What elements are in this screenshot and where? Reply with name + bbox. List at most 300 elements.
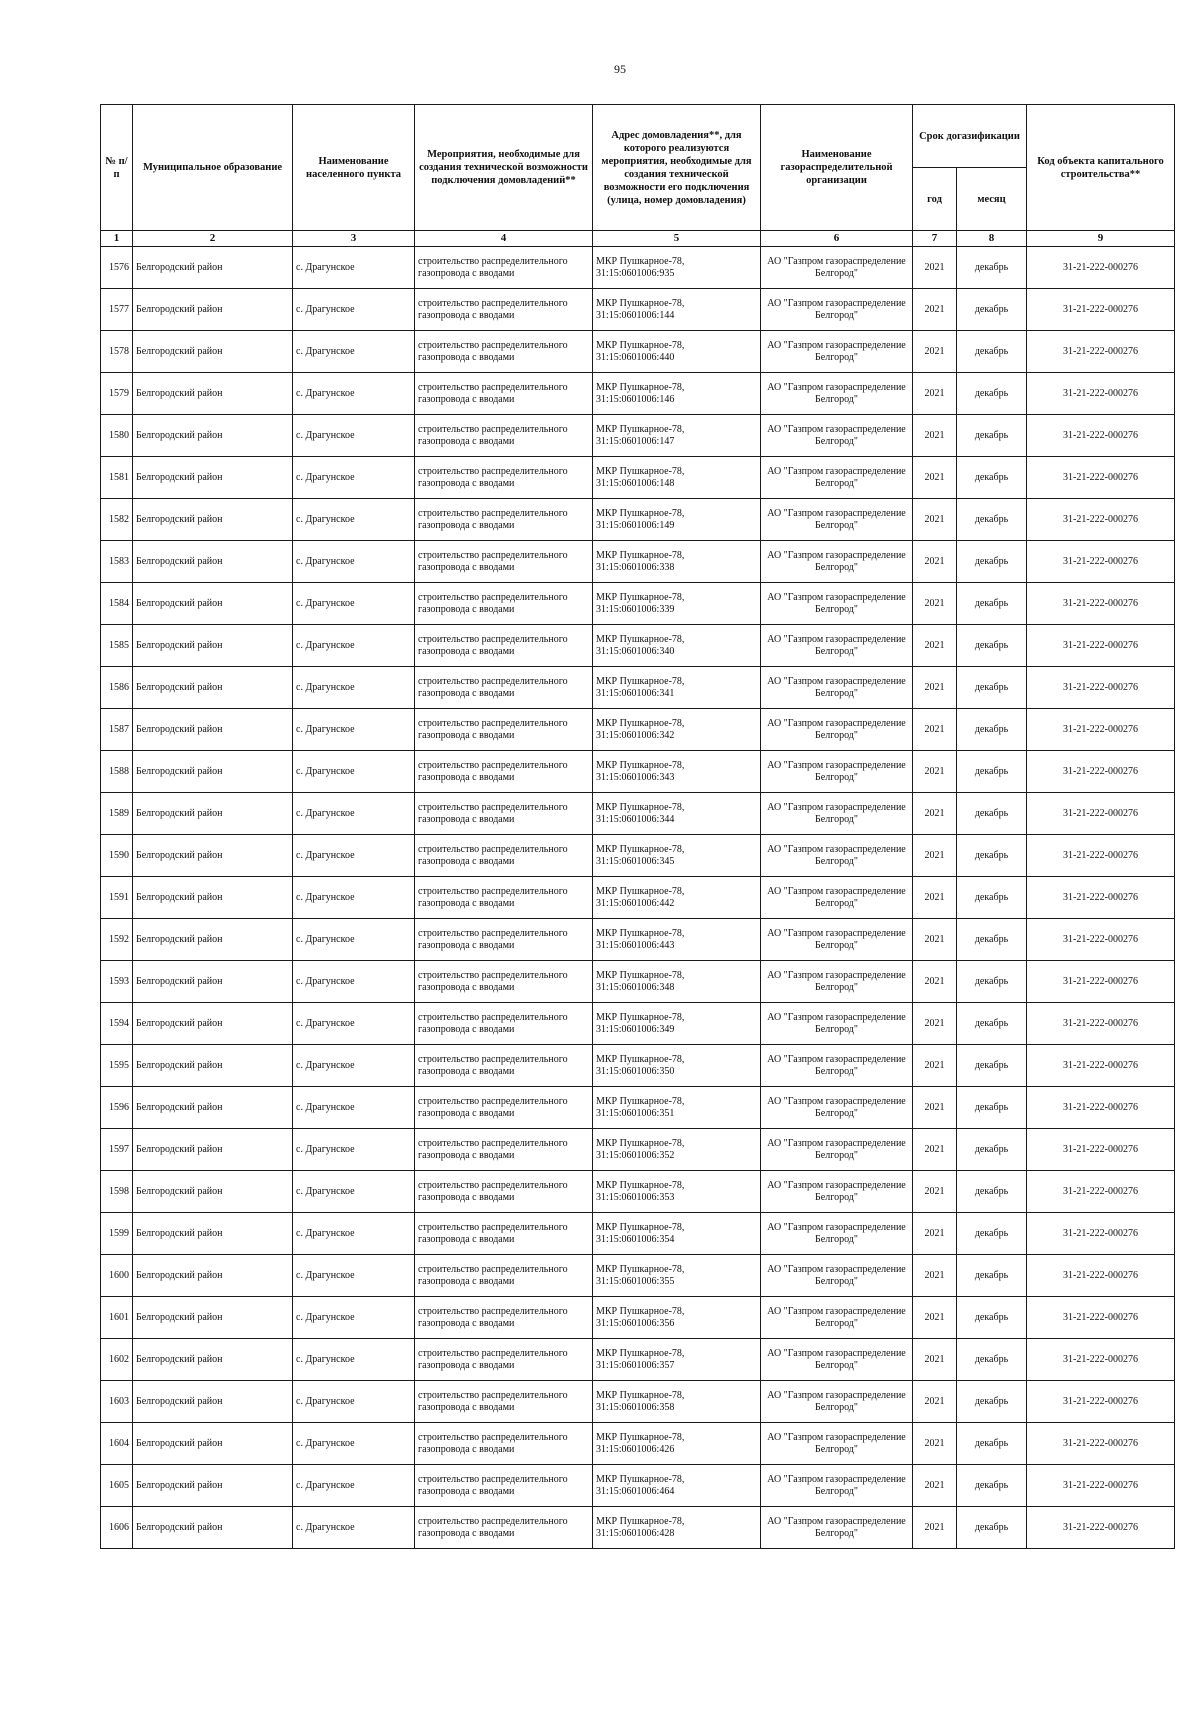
organization-cell: АО "Газпром газораспределение Белгород"	[761, 1213, 913, 1255]
address-cell: МКР Пушкарное-78, 31:15:0601006:351	[593, 1087, 761, 1129]
organization-cell: АО "Газпром газораспределение Белгород"	[761, 919, 913, 961]
month-cell: декабрь	[957, 1003, 1027, 1045]
column-number: 2	[133, 231, 293, 247]
column-number: 3	[293, 231, 415, 247]
event-cell: строительство распределительного газопровода с вводами	[415, 625, 593, 667]
event-cell: строительство распределительного газопровода с вводами	[415, 1381, 593, 1423]
object-code-cell: 31-21-222-000276	[1027, 919, 1175, 961]
settlement-cell: с. Драгунское	[293, 289, 415, 331]
object-code-cell: 31-21-222-000276	[1027, 877, 1175, 919]
event-cell: строительство распределительного газопровода с вводами	[415, 1465, 593, 1507]
month-cell: декабрь	[957, 1423, 1027, 1465]
object-code-cell: 31-21-222-000276	[1027, 667, 1175, 709]
year-cell: 2021	[913, 1339, 957, 1381]
table-row	[101, 373, 1175, 415]
organization-cell: АО "Газпром газораспределение Белгород"	[761, 331, 913, 373]
table-row	[101, 247, 1175, 289]
address-cell: МКР Пушкарное-78, 31:15:0601006:149	[593, 499, 761, 541]
header-month: месяц	[957, 168, 1027, 231]
row-number-cell: 1605	[101, 1465, 133, 1507]
header-event: Мероприятия, необходимые для создания технической возможности подключения домовладений**	[415, 105, 593, 231]
row-number-cell: 1578	[101, 331, 133, 373]
row-number-cell: 1603	[101, 1381, 133, 1423]
year-cell: 2021	[913, 415, 957, 457]
year-cell: 2021	[913, 331, 957, 373]
object-code-cell: 31-21-222-000276	[1027, 1339, 1175, 1381]
organization-cell: АО "Газпром газораспределение Белгород"	[761, 1255, 913, 1297]
column-number: 6	[761, 231, 913, 247]
row-number-cell: 1601	[101, 1297, 133, 1339]
municipality-cell: Белгородский район	[133, 1045, 293, 1087]
event-cell: строительство распределительного газопровода с вводами	[415, 919, 593, 961]
event-cell: строительство распределительного газопровода с вводами	[415, 499, 593, 541]
object-code-cell: 31-21-222-000276	[1027, 289, 1175, 331]
organization-cell: АО "Газпром газораспределение Белгород"	[761, 709, 913, 751]
row-number-cell: 1595	[101, 1045, 133, 1087]
row-number-cell: 1583	[101, 541, 133, 583]
header-row-number: № п/п	[101, 105, 133, 231]
year-cell: 2021	[913, 373, 957, 415]
municipality-cell: Белгородский район	[133, 1171, 293, 1213]
year-cell: 2021	[913, 1465, 957, 1507]
event-cell: строительство распределительного газопровода с вводами	[415, 331, 593, 373]
municipality-cell: Белгородский район	[133, 1507, 293, 1549]
address-cell: МКР Пушкарное-78, 31:15:0601006:148	[593, 457, 761, 499]
event-cell: строительство распределительного газопровода с вводами	[415, 541, 593, 583]
table-row	[101, 1171, 1175, 1213]
organization-cell: АО "Газпром газораспределение Белгород"	[761, 1003, 913, 1045]
event-cell: строительство распределительного газопровода с вводами	[415, 961, 593, 1003]
month-cell: декабрь	[957, 877, 1027, 919]
table-row	[101, 625, 1175, 667]
organization-cell: АО "Газпром газораспределение Белгород"	[761, 1171, 913, 1213]
address-cell: МКР Пушкарное-78, 31:15:0601006:357	[593, 1339, 761, 1381]
organization-cell: АО "Газпром газораспределение Белгород"	[761, 1465, 913, 1507]
year-cell: 2021	[913, 877, 957, 919]
month-cell: декабрь	[957, 1381, 1027, 1423]
event-cell: строительство распределительного газопровода с вводами	[415, 1129, 593, 1171]
table-row	[101, 667, 1175, 709]
settlement-cell: с. Драгунское	[293, 583, 415, 625]
municipality-cell: Белгородский район	[133, 247, 293, 289]
row-number-cell: 1586	[101, 667, 133, 709]
month-cell: декабрь	[957, 583, 1027, 625]
municipality-cell: Белгородский район	[133, 415, 293, 457]
row-number-cell: 1604	[101, 1423, 133, 1465]
settlement-cell: с. Драгунское	[293, 373, 415, 415]
settlement-cell: с. Драгунское	[293, 1339, 415, 1381]
municipality-cell: Белгородский район	[133, 1129, 293, 1171]
address-cell: МКР Пушкарное-78, 31:15:0601006:348	[593, 961, 761, 1003]
object-code-cell: 31-21-222-000276	[1027, 415, 1175, 457]
settlement-cell: с. Драгунское	[293, 1213, 415, 1255]
address-cell: МКР Пушкарное-78, 31:15:0601006:356	[593, 1297, 761, 1339]
row-number-cell: 1589	[101, 793, 133, 835]
year-cell: 2021	[913, 1129, 957, 1171]
organization-cell: АО "Газпром газораспределение Белгород"	[761, 1087, 913, 1129]
row-number-cell: 1590	[101, 835, 133, 877]
row-number-cell: 1598	[101, 1171, 133, 1213]
table-row	[101, 541, 1175, 583]
row-number-cell: 1599	[101, 1213, 133, 1255]
settlement-cell: с. Драгунское	[293, 667, 415, 709]
table-row	[101, 1297, 1175, 1339]
month-cell: декабрь	[957, 1507, 1027, 1549]
event-cell: строительство распределительного газопровода с вводами	[415, 835, 593, 877]
organization-cell: АО "Газпром газораспределение Белгород"	[761, 1297, 913, 1339]
organization-cell: АО "Газпром газораспределение Белгород"	[761, 247, 913, 289]
table-row	[101, 919, 1175, 961]
settlement-cell: с. Драгунское	[293, 247, 415, 289]
address-cell: МКР Пушкарное-78, 31:15:0601006:442	[593, 877, 761, 919]
municipality-cell: Белгородский район	[133, 1003, 293, 1045]
table-row	[101, 1087, 1175, 1129]
year-cell: 2021	[913, 1507, 957, 1549]
settlement-cell: с. Драгунское	[293, 961, 415, 1003]
row-number-cell: 1588	[101, 751, 133, 793]
table-row	[101, 1213, 1175, 1255]
row-number-cell: 1594	[101, 1003, 133, 1045]
table-row	[101, 751, 1175, 793]
table-header	[101, 105, 1175, 247]
event-cell: строительство распределительного газопровода с вводами	[415, 247, 593, 289]
settlement-cell: с. Драгунское	[293, 751, 415, 793]
year-cell: 2021	[913, 793, 957, 835]
year-cell: 2021	[913, 541, 957, 583]
organization-cell: АО "Газпром газораспределение Белгород"	[761, 1045, 913, 1087]
event-cell: строительство распределительного газопровода с вводами	[415, 1003, 593, 1045]
organization-cell: АО "Газпром газораспределение Белгород"	[761, 625, 913, 667]
month-cell: декабрь	[957, 835, 1027, 877]
event-cell: строительство распределительного газопровода с вводами	[415, 373, 593, 415]
year-cell: 2021	[913, 709, 957, 751]
table-row	[101, 877, 1175, 919]
month-cell: декабрь	[957, 1255, 1027, 1297]
settlement-cell: с. Драгунское	[293, 877, 415, 919]
address-cell: МКР Пушкарное-78, 31:15:0601006:440	[593, 331, 761, 373]
header-settlement: Наименование населенного пункта	[293, 105, 415, 231]
year-cell: 2021	[913, 667, 957, 709]
object-code-cell: 31-21-222-000276	[1027, 1423, 1175, 1465]
table-row	[101, 1339, 1175, 1381]
organization-cell: АО "Газпром газораспределение Белгород"	[761, 1423, 913, 1465]
row-number-cell: 1587	[101, 709, 133, 751]
row-number-cell: 1602	[101, 1339, 133, 1381]
settlement-cell: с. Драгунское	[293, 1171, 415, 1213]
page-number: 95	[614, 62, 626, 76]
municipality-cell: Белгородский район	[133, 499, 293, 541]
event-cell: строительство распределительного газопровода с вводами	[415, 877, 593, 919]
settlement-cell: с. Драгунское	[293, 415, 415, 457]
organization-cell: АО "Газпром газораспределение Белгород"	[761, 457, 913, 499]
table-row	[101, 1045, 1175, 1087]
row-number-cell: 1593	[101, 961, 133, 1003]
event-cell: строительство распределительного газопровода с вводами	[415, 415, 593, 457]
row-number-cell: 1606	[101, 1507, 133, 1549]
month-cell: декабрь	[957, 1087, 1027, 1129]
settlement-cell: с. Драгунское	[293, 1507, 415, 1549]
header-organization: Наименование газораспределительной организации	[761, 105, 913, 231]
object-code-cell: 31-21-222-000276	[1027, 499, 1175, 541]
month-cell: декабрь	[957, 919, 1027, 961]
municipality-cell: Белгородский район	[133, 541, 293, 583]
row-number-cell: 1584	[101, 583, 133, 625]
address-cell: МКР Пушкарное-78, 31:15:0601006:358	[593, 1381, 761, 1423]
object-code-cell: 31-21-222-000276	[1027, 1171, 1175, 1213]
object-code-cell: 31-21-222-000276	[1027, 1381, 1175, 1423]
settlement-cell: с. Драгунское	[293, 709, 415, 751]
address-cell: МКР Пушкарное-78, 31:15:0601006:935	[593, 247, 761, 289]
organization-cell: АО "Газпром газораспределение Белгород"	[761, 415, 913, 457]
address-cell: МКР Пушкарное-78, 31:15:0601006:146	[593, 373, 761, 415]
row-number-cell: 1592	[101, 919, 133, 961]
header-term-group: Срок догазификации	[913, 105, 1027, 168]
organization-cell: АО "Газпром газораспределение Белгород"	[761, 1339, 913, 1381]
object-code-cell: 31-21-222-000276	[1027, 1297, 1175, 1339]
address-cell: МКР Пушкарное-78, 31:15:0601006:344	[593, 793, 761, 835]
year-cell: 2021	[913, 919, 957, 961]
object-code-cell: 31-21-222-000276	[1027, 625, 1175, 667]
organization-cell: АО "Газпром газораспределение Белгород"	[761, 583, 913, 625]
municipality-cell: Белгородский район	[133, 751, 293, 793]
municipality-cell: Белгородский район	[133, 457, 293, 499]
table-row	[101, 457, 1175, 499]
year-cell: 2021	[913, 247, 957, 289]
column-number-row	[101, 231, 1175, 247]
municipality-cell: Белгородский район	[133, 1297, 293, 1339]
municipality-cell: Белгородский район	[133, 793, 293, 835]
address-cell: МКР Пушкарное-78, 31:15:0601006:147	[593, 415, 761, 457]
event-cell: строительство распределительного газопровода с вводами	[415, 1507, 593, 1549]
object-code-cell: 31-21-222-000276	[1027, 1087, 1175, 1129]
municipality-cell: Белгородский район	[133, 1213, 293, 1255]
row-number-cell: 1591	[101, 877, 133, 919]
gasification-table	[100, 104, 1175, 1549]
object-code-cell: 31-21-222-000276	[1027, 1003, 1175, 1045]
table-row	[101, 1465, 1175, 1507]
month-cell: декабрь	[957, 667, 1027, 709]
event-cell: строительство распределительного газопровода с вводами	[415, 583, 593, 625]
row-number-cell: 1579	[101, 373, 133, 415]
table-row	[101, 1255, 1175, 1297]
settlement-cell: с. Драгунское	[293, 1045, 415, 1087]
object-code-cell: 31-21-222-000276	[1027, 457, 1175, 499]
organization-cell: АО "Газпром газораспределение Белгород"	[761, 667, 913, 709]
event-cell: строительство распределительного газопровода с вводами	[415, 1339, 593, 1381]
object-code-cell: 31-21-222-000276	[1027, 373, 1175, 415]
month-cell: декабрь	[957, 1213, 1027, 1255]
year-cell: 2021	[913, 1381, 957, 1423]
row-number-cell: 1576	[101, 247, 133, 289]
table-row	[101, 1129, 1175, 1171]
organization-cell: АО "Газпром газораспределение Белгород"	[761, 961, 913, 1003]
column-number: 5	[593, 231, 761, 247]
settlement-cell: с. Драгунское	[293, 1087, 415, 1129]
settlement-cell: с. Драгунское	[293, 1129, 415, 1171]
address-cell: МКР Пушкарное-78, 31:15:0601006:426	[593, 1423, 761, 1465]
month-cell: декабрь	[957, 1339, 1027, 1381]
organization-cell: АО "Газпром газораспределение Белгород"	[761, 373, 913, 415]
year-cell: 2021	[913, 961, 957, 1003]
settlement-cell: с. Драгунское	[293, 835, 415, 877]
header-address: Адрес домовладения**, для которого реализуются мероприятия, необходимые для создания технической возможности его подключения (улица, номер домовладения)	[593, 105, 761, 231]
year-cell: 2021	[913, 751, 957, 793]
column-number: 9	[1027, 231, 1175, 247]
settlement-cell: с. Драгунское	[293, 331, 415, 373]
row-number-cell: 1585	[101, 625, 133, 667]
year-cell: 2021	[913, 499, 957, 541]
municipality-cell: Белгородский район	[133, 667, 293, 709]
organization-cell: АО "Газпром газораспределение Белгород"	[761, 289, 913, 331]
organization-cell: АО "Газпром газораспределение Белгород"	[761, 1129, 913, 1171]
year-cell: 2021	[913, 1213, 957, 1255]
settlement-cell: с. Драгунское	[293, 625, 415, 667]
settlement-cell: с. Драгунское	[293, 1003, 415, 1045]
table-row	[101, 709, 1175, 751]
address-cell: МКР Пушкарное-78, 31:15:0601006:354	[593, 1213, 761, 1255]
year-cell: 2021	[913, 1003, 957, 1045]
municipality-cell: Белгородский район	[133, 1465, 293, 1507]
column-number: 4	[415, 231, 593, 247]
address-cell: МКР Пушкарное-78, 31:15:0601006:339	[593, 583, 761, 625]
address-cell: МКР Пушкарное-78, 31:15:0601006:443	[593, 919, 761, 961]
table-row	[101, 583, 1175, 625]
month-cell: декабрь	[957, 793, 1027, 835]
municipality-cell: Белгородский район	[133, 373, 293, 415]
organization-cell: АО "Газпром газораспределение Белгород"	[761, 877, 913, 919]
month-cell: декабрь	[957, 1171, 1027, 1213]
year-cell: 2021	[913, 625, 957, 667]
column-number: 1	[101, 231, 133, 247]
municipality-cell: Белгородский район	[133, 961, 293, 1003]
table-row	[101, 961, 1175, 1003]
object-code-cell: 31-21-222-000276	[1027, 961, 1175, 1003]
address-cell: МКР Пушкарное-78, 31:15:0601006:355	[593, 1255, 761, 1297]
settlement-cell: с. Драгунское	[293, 793, 415, 835]
address-cell: МКР Пушкарное-78, 31:15:0601006:338	[593, 541, 761, 583]
month-cell: декабрь	[957, 499, 1027, 541]
object-code-cell: 31-21-222-000276	[1027, 793, 1175, 835]
municipality-cell: Белгородский район	[133, 1381, 293, 1423]
organization-cell: АО "Газпром газораспределение Белгород"	[761, 1507, 913, 1549]
month-cell: декабрь	[957, 457, 1027, 499]
event-cell: строительство распределительного газопровода с вводами	[415, 1423, 593, 1465]
municipality-cell: Белгородский район	[133, 1255, 293, 1297]
month-cell: декабрь	[957, 961, 1027, 1003]
header-object-code: Код объекта капитального строительства**	[1027, 105, 1175, 231]
event-cell: строительство распределительного газопровода с вводами	[415, 1087, 593, 1129]
header-municipality: Муниципальное образование	[133, 105, 293, 231]
settlement-cell: с. Драгунское	[293, 919, 415, 961]
table-row	[101, 415, 1175, 457]
month-cell: декабрь	[957, 415, 1027, 457]
month-cell: декабрь	[957, 1045, 1027, 1087]
year-cell: 2021	[913, 835, 957, 877]
address-cell: МКР Пушкарное-78, 31:15:0601006:340	[593, 625, 761, 667]
table-row	[101, 793, 1175, 835]
settlement-cell: с. Драгунское	[293, 499, 415, 541]
month-cell: декабрь	[957, 709, 1027, 751]
row-number-cell: 1600	[101, 1255, 133, 1297]
settlement-cell: с. Драгунское	[293, 541, 415, 583]
row-number-cell: 1582	[101, 499, 133, 541]
municipality-cell: Белгородский район	[133, 919, 293, 961]
row-number-cell: 1577	[101, 289, 133, 331]
municipality-cell: Белгородский район	[133, 877, 293, 919]
address-cell: МКР Пушкарное-78, 31:15:0601006:353	[593, 1171, 761, 1213]
event-cell: строительство распределительного газопровода с вводами	[415, 793, 593, 835]
object-code-cell: 31-21-222-000276	[1027, 247, 1175, 289]
year-cell: 2021	[913, 289, 957, 331]
municipality-cell: Белгородский район	[133, 1087, 293, 1129]
event-cell: строительство распределительного газопровода с вводами	[415, 1255, 593, 1297]
object-code-cell: 31-21-222-000276	[1027, 331, 1175, 373]
table-body	[101, 247, 1175, 1549]
month-cell: декабрь	[957, 289, 1027, 331]
table-row	[101, 289, 1175, 331]
year-cell: 2021	[913, 1045, 957, 1087]
month-cell: декабрь	[957, 751, 1027, 793]
settlement-cell: с. Драгунское	[293, 1465, 415, 1507]
event-cell: строительство распределительного газопровода с вводами	[415, 457, 593, 499]
municipality-cell: Белгородский район	[133, 1339, 293, 1381]
settlement-cell: с. Драгунское	[293, 1297, 415, 1339]
object-code-cell: 31-21-222-000276	[1027, 751, 1175, 793]
event-cell: строительство распределительного газопровода с вводами	[415, 709, 593, 751]
object-code-cell: 31-21-222-000276	[1027, 1213, 1175, 1255]
table-row	[101, 331, 1175, 373]
municipality-cell: Белгородский район	[133, 583, 293, 625]
row-number-cell: 1597	[101, 1129, 133, 1171]
municipality-cell: Белгородский район	[133, 289, 293, 331]
column-number: 8	[957, 231, 1027, 247]
municipality-cell: Белгородский район	[133, 709, 293, 751]
table-row	[101, 1003, 1175, 1045]
year-cell: 2021	[913, 457, 957, 499]
address-cell: МКР Пушкарное-78, 31:15:0601006:342	[593, 709, 761, 751]
row-number-cell: 1596	[101, 1087, 133, 1129]
municipality-cell: Белгородский район	[133, 331, 293, 373]
table-row	[101, 835, 1175, 877]
month-cell: декабрь	[957, 541, 1027, 583]
event-cell: строительство распределительного газопровода с вводами	[415, 1213, 593, 1255]
address-cell: МКР Пушкарное-78, 31:15:0601006:464	[593, 1465, 761, 1507]
municipality-cell: Белгородский район	[133, 1423, 293, 1465]
organization-cell: АО "Газпром газораспределение Белгород"	[761, 1381, 913, 1423]
year-cell: 2021	[913, 1297, 957, 1339]
table-row	[101, 1381, 1175, 1423]
settlement-cell: с. Драгунское	[293, 1423, 415, 1465]
object-code-cell: 31-21-222-000276	[1027, 1045, 1175, 1087]
organization-cell: АО "Газпром газораспределение Белгород"	[761, 541, 913, 583]
event-cell: строительство распределительного газопровода с вводами	[415, 1171, 593, 1213]
organization-cell: АО "Газпром газораспределение Белгород"	[761, 499, 913, 541]
month-cell: декабрь	[957, 247, 1027, 289]
address-cell: МКР Пушкарное-78, 31:15:0601006:428	[593, 1507, 761, 1549]
year-cell: 2021	[913, 1087, 957, 1129]
organization-cell: АО "Газпром газораспределение Белгород"	[761, 793, 913, 835]
event-cell: строительство распределительного газопровода с вводами	[415, 1045, 593, 1087]
column-number: 7	[913, 231, 957, 247]
year-cell: 2021	[913, 583, 957, 625]
month-cell: декабрь	[957, 331, 1027, 373]
address-cell: МКР Пушкарное-78, 31:15:0601006:144	[593, 289, 761, 331]
settlement-cell: с. Драгунское	[293, 1255, 415, 1297]
header-year: год	[913, 168, 957, 231]
object-code-cell: 31-21-222-000276	[1027, 583, 1175, 625]
event-cell: строительство распределительного газопровода с вводами	[415, 1297, 593, 1339]
month-cell: декабрь	[957, 1129, 1027, 1171]
